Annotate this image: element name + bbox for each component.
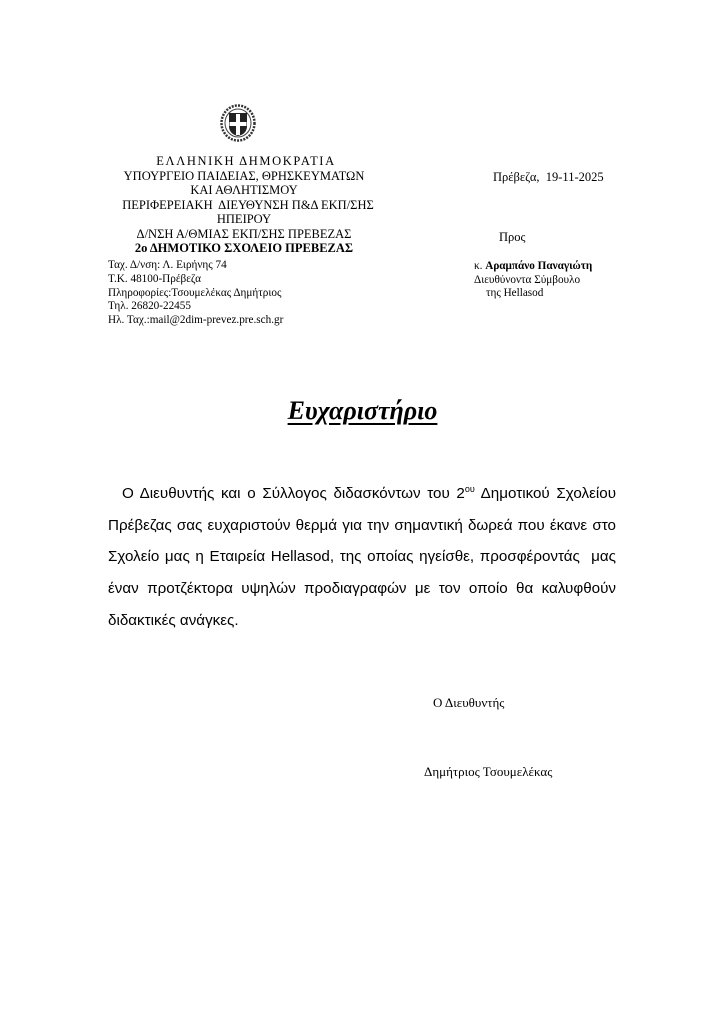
header-line-ministry-2: ΚΑΙ ΑΘΛΗΤΙΣΜΟΥ (190, 183, 298, 197)
header-line-directorate: Δ/ΝΣΗ Α/ΘΜΙΑΣ ΕΚΠ/ΣΗΣ ΠΡΕΒΕΖΑΣ (136, 226, 352, 241)
place-date: Πρέβεζα, 19-11-2025 (493, 170, 604, 184)
body-text-part1: Ο Διευθυντής και ο Σύλλογος διδασκόντων του 2 (122, 485, 465, 502)
document-title-text: Ευχαριστήριο (287, 396, 438, 425)
greek-coat-of-arms-icon (220, 104, 256, 142)
signature-name: Δημήτριος Τσουμελέκας (424, 764, 553, 779)
body-text-part2: Δημοτικού Σχολείου Πρέβεζας σας ευχαριστούν θερμά για την σημαντική δωρεά που έκανε στο Σχολείο μας η Εταιρεία Hellasod, της οποίας ηγείσθε, προσφέροντάς μας έναν προτζέκτορα υψηλών προδιαγραφών με τον οποίο θα καλυφθούν διδακτικές ανάγκες. (108, 485, 625, 629)
header-line-country: ΕΛΛΗΝΙΚΗ ΔΗΜΟΚΡΑΤΙΑ (156, 154, 336, 168)
body-paragraph (108, 478, 625, 637)
recipient-name: Αραμπάνο Παναγιώτη (485, 260, 593, 272)
contact-info: Πληροφορίες:Τσουμελέκας Δημήτριος (108, 286, 282, 299)
recipient-block (474, 260, 592, 301)
header-line-ministry: ΥΠΟΥΡΓΕΙΟ ΠΑΙΔΕΙΑΣ, ΘΡΗΣΚΕΥΜΑΤΩΝ (123, 168, 365, 183)
body-superscript: ου (464, 484, 475, 494)
header-line-region: ΗΠΕΙΡΟΥ (216, 212, 272, 226)
contact-phone: Τηλ. 26820-22455 (108, 300, 191, 313)
school-name: 2ο ΔΗΜΟΤΙΚΟ ΣΧΟΛΕΙΟ ΠΡΕΒΕΖΑΣ (134, 241, 354, 255)
contact-address: Ταχ. Δ/νση: Λ. Ειρήνης 74 (108, 259, 227, 271)
recipient-prefix: κ. (474, 260, 486, 272)
contact-block (108, 259, 283, 328)
recipient-role: Διευθύνοντα Σύμβουλο (474, 273, 581, 286)
contact-postal: Τ.Κ. 48100-Πρέβεζα (108, 272, 202, 285)
header-line-regional: ΠΕΡΙΦΕΡΕΙΑΚΗ ΔΙΕΥΘΥΝΣΗ Π&Δ ΕΚΠ/ΣΗΣ (122, 197, 374, 212)
recipient-company: της Hellasod (486, 287, 544, 300)
recipient-name-line (474, 260, 592, 274)
header-block (104, 154, 384, 256)
contact-email: Ηλ. Ταχ.:mail@2dim-prevez.pre.sch.gr (108, 314, 284, 327)
document-title (0, 396, 725, 426)
to-label: Προς (499, 230, 526, 244)
signature-role: Ο Διευθυντής (433, 695, 505, 710)
